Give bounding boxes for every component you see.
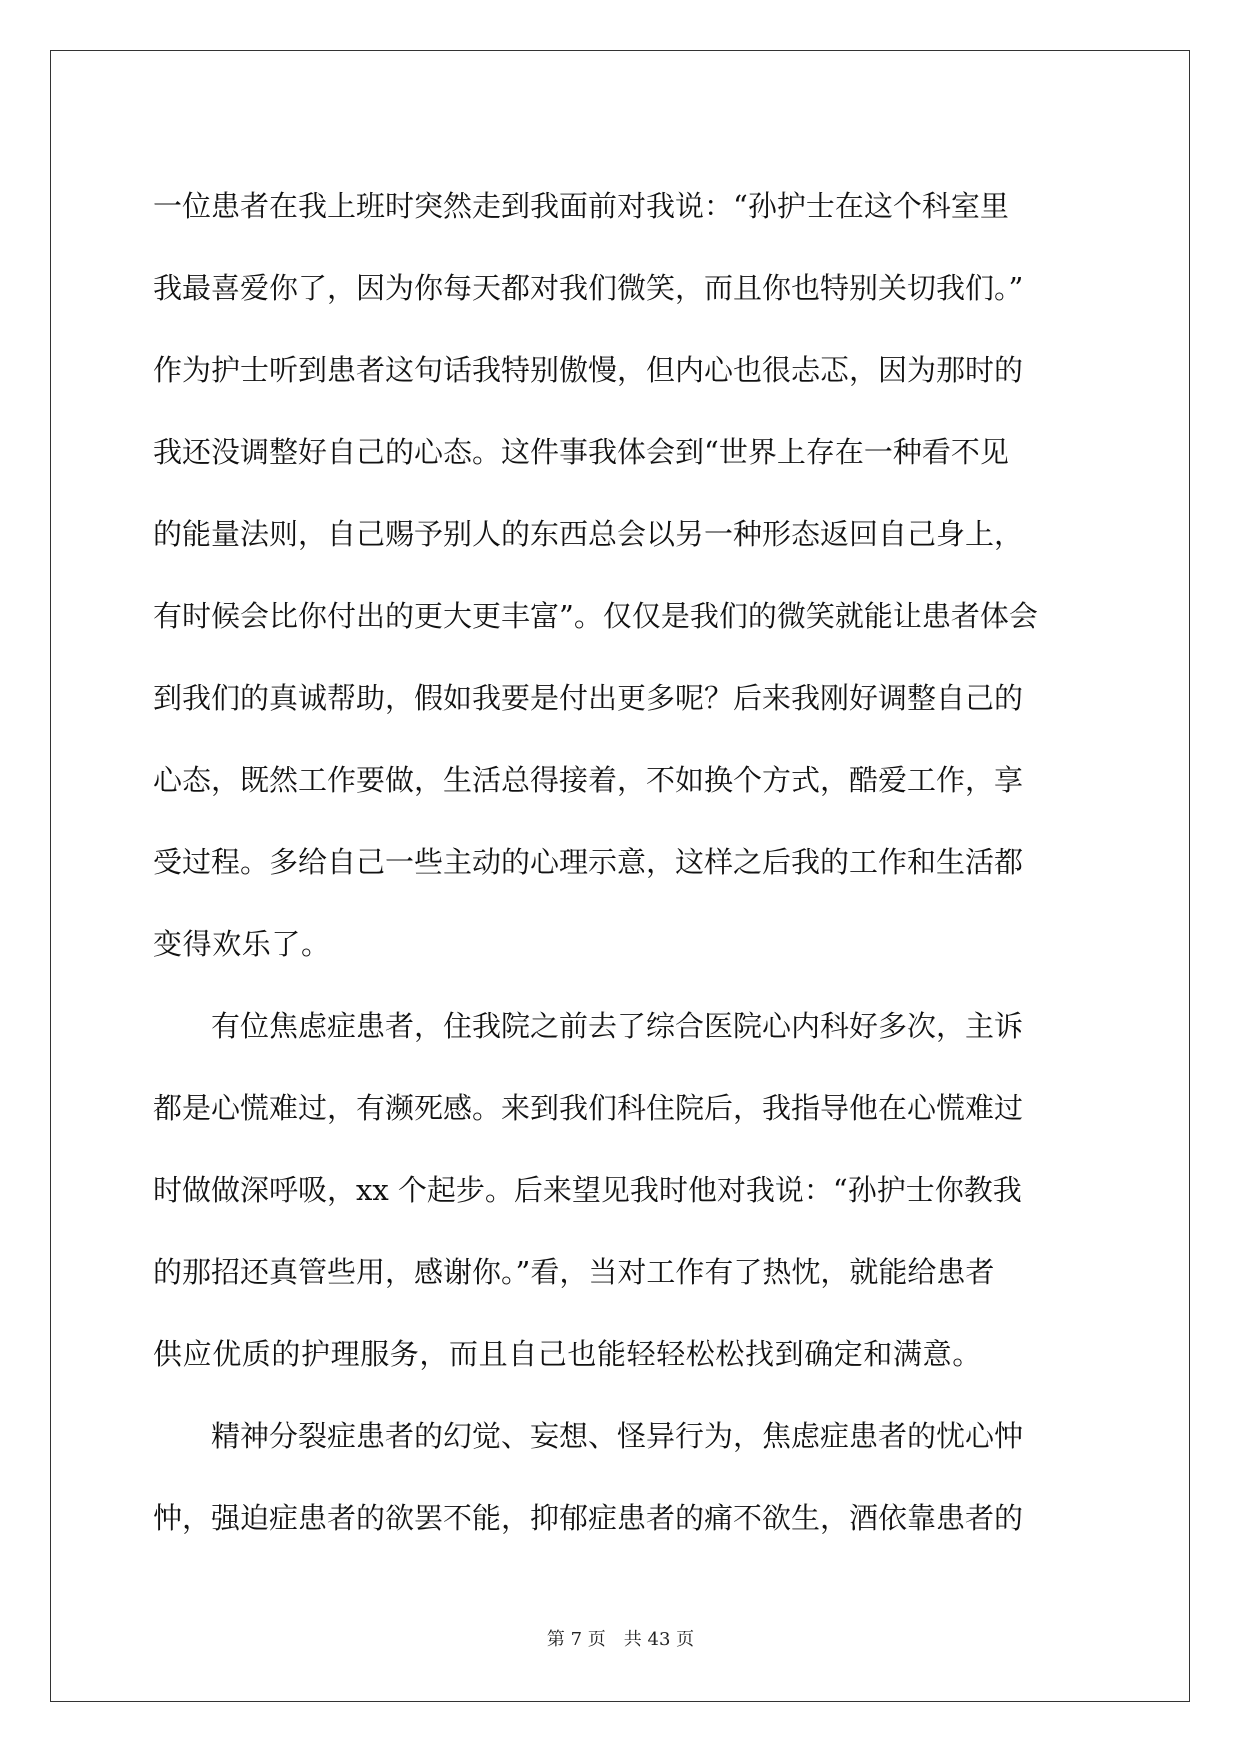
text-line: 我还没调整好自己的心态。这件事我体会到“世界上存在一种看不见 bbox=[153, 435, 1009, 469]
text-line: 我最喜爱你了，因为你每天都对我们微笑，而且你也特别关切我们。” bbox=[153, 271, 1024, 305]
document-body bbox=[153, 165, 1091, 1559]
text-line: 都是心慌难过，有濒死感。来到我们科住院后，我指导他在心慌难过 bbox=[153, 1091, 1024, 1125]
text-line: 到我们的真诚帮助，假如我要是付出更多呢？后来我刚好调整自己的 bbox=[153, 681, 1024, 715]
text-line: 作为护士听到患者这句话我特别傲慢，但内心也很忐忑，因为那时的 bbox=[153, 353, 1024, 387]
text-line: 的那招还真管些用，感谢你。”看，当对工作有了热忱，就能给患者 bbox=[153, 1255, 995, 1289]
text-line: 有时候会比你付出的更大更丰富”。仅仅是我们的微笑就能让患者体会 bbox=[153, 599, 1038, 633]
text-line: 有位焦虑症患者，住我院之前去了综合医院心内科好多次，主诉 bbox=[153, 1009, 1024, 1043]
text-line: 心态，既然工作要做，生活总得接着，不如换个方式，酷爱工作，享 bbox=[153, 763, 1024, 797]
text-line: 变得欢乐了。 bbox=[153, 927, 331, 961]
text-line: 一位患者在我上班时突然走到我面前对我说：“孙护士在这个科室里 bbox=[153, 189, 1009, 223]
text-line: 受过程。多给自己一些主动的心理示意，这样之后我的工作和生活都 bbox=[153, 845, 1024, 879]
text-line: 供应优质的护理服务，而且自己也能轻轻松松找到确定和满意。 bbox=[153, 1337, 982, 1371]
text-line: 忡，强迫症患者的欲罢不能，抑郁症患者的痛不欲生，酒依靠患者的 bbox=[153, 1501, 1024, 1535]
text-line: 的能量法则，自己赐予别人的东西总会以另一种形态返回自己身上， bbox=[153, 517, 1024, 551]
page-number-footer: 第 7 页 共 43 页 bbox=[546, 1629, 695, 1650]
text-line: 时做做深呼吸，xx 个起步。后来望见我时他对我说：“孙护士你教我 bbox=[153, 1173, 1022, 1207]
text-line: 精神分裂症患者的幻觉、妄想、怪异行为，焦虑症患者的忧心忡 bbox=[153, 1419, 1024, 1453]
